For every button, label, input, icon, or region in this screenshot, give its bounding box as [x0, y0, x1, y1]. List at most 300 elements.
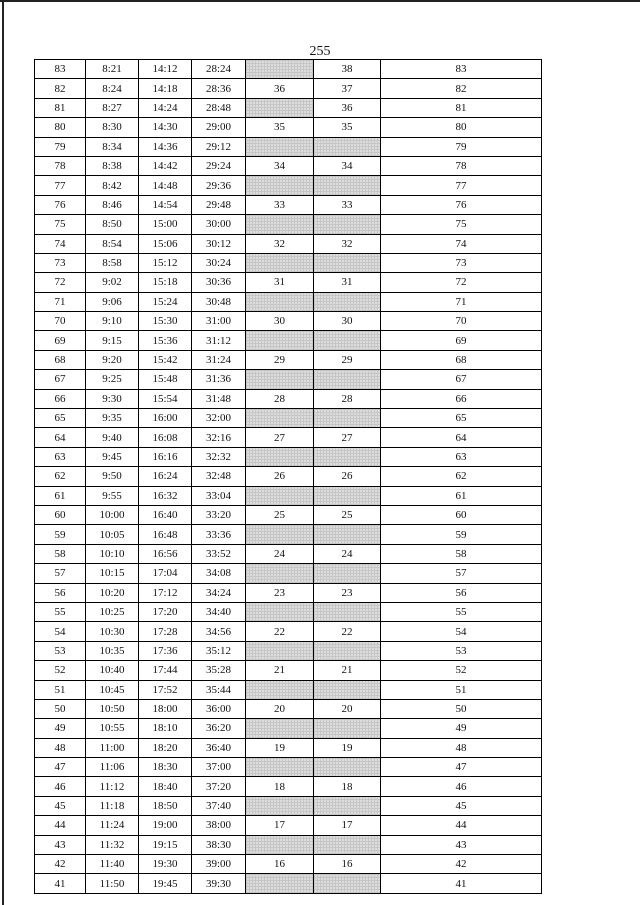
table-cell-c3: 16:56 — [139, 544, 192, 563]
table-cell-c2: 9:02 — [86, 273, 139, 292]
table-cell-c5 — [246, 292, 314, 311]
table-cell-c4: 34:56 — [192, 622, 246, 641]
table-cell-c5 — [246, 331, 314, 350]
table-cell-c2: 10:30 — [86, 622, 139, 641]
table-cell-c7: 46 — [381, 777, 542, 796]
table-cell-c5: 21 — [246, 661, 314, 680]
table-cell-c1: 61 — [35, 486, 86, 505]
table-cell-c5: 26 — [246, 467, 314, 486]
table-cell-c5 — [246, 176, 314, 195]
page-frame-left — [2, 0, 4, 905]
table-row — [35, 156, 542, 175]
table-cell-c5 — [246, 680, 314, 699]
table-cell-c2: 8:24 — [86, 79, 139, 98]
table-cell-c6 — [314, 409, 381, 428]
table-cell-c6: 35 — [314, 118, 381, 137]
table-cell-c1: 82 — [35, 79, 86, 98]
table-cell-c2: 10:15 — [86, 564, 139, 583]
table-cell-c2: 10:35 — [86, 641, 139, 660]
table-row — [35, 699, 542, 718]
table-cell-c7: 70 — [381, 312, 542, 331]
table-cell-c4: 34:08 — [192, 564, 246, 583]
table-cell-c7: 61 — [381, 486, 542, 505]
table-cell-c3: 16:08 — [139, 428, 192, 447]
table-cell-c2: 8:58 — [86, 253, 139, 272]
table-cell-c1: 46 — [35, 777, 86, 796]
table-cell-c2: 9:35 — [86, 409, 139, 428]
table-cell-c2: 10:20 — [86, 583, 139, 602]
table-cell-c1: 76 — [35, 195, 86, 214]
table-cell-c6: 37 — [314, 79, 381, 98]
table-cell-c6 — [314, 253, 381, 272]
table-row — [35, 60, 542, 79]
table-cell-c1: 50 — [35, 699, 86, 718]
table-cell-c2: 9:40 — [86, 428, 139, 447]
table-cell-c3: 17:20 — [139, 602, 192, 621]
table-cell-c6: 31 — [314, 273, 381, 292]
table-cell-c3: 19:30 — [139, 855, 192, 874]
table-cell-c1: 64 — [35, 428, 86, 447]
page-frame-top — [0, 0, 640, 2]
table-cell-c6 — [314, 758, 381, 777]
table-cell-c6 — [314, 564, 381, 583]
table-cell-c7: 69 — [381, 331, 542, 350]
table-cell-c1: 77 — [35, 176, 86, 195]
table-cell-c4: 31:00 — [192, 312, 246, 331]
table-cell-c5: 24 — [246, 544, 314, 563]
table-row — [35, 525, 542, 544]
table-cell-c6 — [314, 486, 381, 505]
table-cell-c1: 75 — [35, 215, 86, 234]
table-cell-c3: 17:44 — [139, 661, 192, 680]
table-cell-c6 — [314, 602, 381, 621]
table-cell-c7: 78 — [381, 156, 542, 175]
table-cell-c5: 33 — [246, 195, 314, 214]
table-cell-c7: 62 — [381, 467, 542, 486]
table-cell-c7: 53 — [381, 641, 542, 660]
table-row — [35, 855, 542, 874]
table-cell-c1: 81 — [35, 98, 86, 117]
table-cell-c1: 65 — [35, 409, 86, 428]
table-cell-c1: 54 — [35, 622, 86, 641]
table-row — [35, 312, 542, 331]
table-cell-c3: 18:20 — [139, 738, 192, 757]
table-cell-c6 — [314, 796, 381, 815]
table-cell-c4: 30:36 — [192, 273, 246, 292]
table-cell-c2: 9:20 — [86, 350, 139, 369]
table-cell-c7: 66 — [381, 389, 542, 408]
table-cell-c3: 14:36 — [139, 137, 192, 156]
table-cell-c4: 37:20 — [192, 777, 246, 796]
table-cell-c3: 15:30 — [139, 312, 192, 331]
table-cell-c3: 18:30 — [139, 758, 192, 777]
table-row — [35, 680, 542, 699]
table-cell-c7: 49 — [381, 719, 542, 738]
table-cell-c2: 11:24 — [86, 816, 139, 835]
table-cell-c3: 15:06 — [139, 234, 192, 253]
table-cell-c3: 15:24 — [139, 292, 192, 311]
table-row — [35, 796, 542, 815]
table-cell-c4: 31:12 — [192, 331, 246, 350]
table-cell-c6: 26 — [314, 467, 381, 486]
table-cell-c5: 18 — [246, 777, 314, 796]
table-cell-c4: 34:40 — [192, 602, 246, 621]
table-cell-c2: 11:00 — [86, 738, 139, 757]
table-cell-c7: 55 — [381, 602, 542, 621]
table-cell-c4: 30:48 — [192, 292, 246, 311]
table-cell-c7: 59 — [381, 525, 542, 544]
table-cell-c6: 27 — [314, 428, 381, 447]
table-cell-c3: 15:48 — [139, 370, 192, 389]
table-cell-c4: 39:00 — [192, 855, 246, 874]
table-cell-c5 — [246, 253, 314, 272]
table-cell-c3: 15:12 — [139, 253, 192, 272]
table-cell-c5: 19 — [246, 738, 314, 757]
table-cell-c4: 35:28 — [192, 661, 246, 680]
table-cell-c6: 33 — [314, 195, 381, 214]
table-row — [35, 273, 542, 292]
table-cell-c6: 24 — [314, 544, 381, 563]
table-cell-c5 — [246, 602, 314, 621]
table-cell-c1: 74 — [35, 234, 86, 253]
table-cell-c4: 30:12 — [192, 234, 246, 253]
table-cell-c4: 33:36 — [192, 525, 246, 544]
table-cell-c6 — [314, 874, 381, 893]
table-cell-c6 — [314, 292, 381, 311]
table-cell-c4: 28:24 — [192, 60, 246, 79]
table-cell-c6 — [314, 215, 381, 234]
table-cell-c2: 8:38 — [86, 156, 139, 175]
table-cell-c6 — [314, 680, 381, 699]
table-cell-c3: 18:10 — [139, 719, 192, 738]
table-cell-c4: 32:48 — [192, 467, 246, 486]
table-cell-c7: 64 — [381, 428, 542, 447]
table-cell-c2: 9:30 — [86, 389, 139, 408]
table-cell-c7: 43 — [381, 835, 542, 854]
table-cell-c1: 63 — [35, 447, 86, 466]
table-cell-c7: 56 — [381, 583, 542, 602]
table-cell-c4: 29:36 — [192, 176, 246, 195]
table-cell-c4: 31:48 — [192, 389, 246, 408]
table-cell-c5: 27 — [246, 428, 314, 447]
table-cell-c7: 79 — [381, 137, 542, 156]
table-cell-c2: 10:55 — [86, 719, 139, 738]
table-cell-c4: 30:00 — [192, 215, 246, 234]
table-cell-c5 — [246, 370, 314, 389]
score-table — [34, 59, 542, 894]
table-row — [35, 641, 542, 660]
table-cell-c6: 21 — [314, 661, 381, 680]
table-cell-c2: 9:55 — [86, 486, 139, 505]
table-cell-c2: 8:46 — [86, 195, 139, 214]
table-cell-c7: 67 — [381, 370, 542, 389]
table-cell-c6 — [314, 137, 381, 156]
table-cell-c1: 59 — [35, 525, 86, 544]
table-cell-c4: 31:36 — [192, 370, 246, 389]
table-cell-c5: 25 — [246, 505, 314, 524]
table-cell-c6: 23 — [314, 583, 381, 602]
table-cell-c7: 54 — [381, 622, 542, 641]
table-row — [35, 719, 542, 738]
table-cell-c5 — [246, 758, 314, 777]
table-cell-c5: 36 — [246, 79, 314, 98]
table-cell-c2: 8:30 — [86, 118, 139, 137]
table-row — [35, 486, 542, 505]
table-cell-c7: 57 — [381, 564, 542, 583]
table-cell-c7: 48 — [381, 738, 542, 757]
table-cell-c1: 70 — [35, 312, 86, 331]
table-cell-c3: 18:40 — [139, 777, 192, 796]
table-cell-c1: 66 — [35, 389, 86, 408]
table-cell-c6: 18 — [314, 777, 381, 796]
table-cell-c2: 8:34 — [86, 137, 139, 156]
table-cell-c7: 75 — [381, 215, 542, 234]
table-cell-c2: 11:50 — [86, 874, 139, 893]
table-cell-c1: 73 — [35, 253, 86, 272]
table-cell-c3: 14:18 — [139, 79, 192, 98]
table-cell-c4: 37:40 — [192, 796, 246, 815]
table-cell-c2: 11:18 — [86, 796, 139, 815]
table-cell-c3: 16:24 — [139, 467, 192, 486]
table-cell-c6 — [314, 176, 381, 195]
table-cell-c4: 33:20 — [192, 505, 246, 524]
table-cell-c3: 19:45 — [139, 874, 192, 893]
table-cell-c2: 10:00 — [86, 505, 139, 524]
table-cell-c6: 20 — [314, 699, 381, 718]
table-cell-c1: 67 — [35, 370, 86, 389]
table-cell-c4: 30:24 — [192, 253, 246, 272]
table-cell-c2: 11:40 — [86, 855, 139, 874]
table-cell-c7: 72 — [381, 273, 542, 292]
table-cell-c4: 38:00 — [192, 816, 246, 835]
table-row — [35, 758, 542, 777]
table-cell-c3: 17:52 — [139, 680, 192, 699]
table-row — [35, 409, 542, 428]
table-cell-c3: 15:42 — [139, 350, 192, 369]
table-cell-c1: 78 — [35, 156, 86, 175]
table-cell-c7: 71 — [381, 292, 542, 311]
table-cell-c7: 45 — [381, 796, 542, 815]
table-cell-c1: 62 — [35, 467, 86, 486]
page-number: 255 — [309, 44, 331, 59]
table-cell-c2: 8:54 — [86, 234, 139, 253]
table-cell-c3: 15:00 — [139, 215, 192, 234]
table-cell-c5 — [246, 215, 314, 234]
table-row — [35, 583, 542, 602]
table-row — [35, 234, 542, 253]
table-cell-c2: 8:42 — [86, 176, 139, 195]
table-cell-c4: 38:30 — [192, 835, 246, 854]
table-row — [35, 602, 542, 621]
table-cell-c7: 68 — [381, 350, 542, 369]
table-cell-c2: 8:50 — [86, 215, 139, 234]
table-row — [35, 137, 542, 156]
table-cell-c3: 19:15 — [139, 835, 192, 854]
table-row — [35, 874, 542, 893]
table-cell-c5: 35 — [246, 118, 314, 137]
table-cell-c7: 76 — [381, 195, 542, 214]
table-cell-c7: 47 — [381, 758, 542, 777]
table-cell-c1: 48 — [35, 738, 86, 757]
table-cell-c2: 10:10 — [86, 544, 139, 563]
table-cell-c1: 52 — [35, 661, 86, 680]
table-cell-c4: 29:00 — [192, 118, 246, 137]
table-row — [35, 544, 542, 563]
table-cell-c1: 47 — [35, 758, 86, 777]
table-cell-c6: 25 — [314, 505, 381, 524]
table-cell-c3: 14:54 — [139, 195, 192, 214]
table-cell-c3: 16:16 — [139, 447, 192, 466]
table-cell-c3: 14:30 — [139, 118, 192, 137]
table-cell-c7: 52 — [381, 661, 542, 680]
table-cell-c3: 16:48 — [139, 525, 192, 544]
table-row — [35, 738, 542, 757]
table-cell-c1: 80 — [35, 118, 86, 137]
table-cell-c6: 38 — [314, 60, 381, 79]
table-row — [35, 292, 542, 311]
table-cell-c2: 10:40 — [86, 661, 139, 680]
table-cell-c7: 50 — [381, 699, 542, 718]
table-cell-c6: 34 — [314, 156, 381, 175]
table-cell-c5 — [246, 874, 314, 893]
table-cell-c5 — [246, 641, 314, 660]
table-cell-c4: 36:20 — [192, 719, 246, 738]
table-cell-c4: 32:00 — [192, 409, 246, 428]
table-cell-c5: 34 — [246, 156, 314, 175]
table-cell-c1: 60 — [35, 505, 86, 524]
table-cell-c5 — [246, 60, 314, 79]
table-cell-c6: 29 — [314, 350, 381, 369]
table-cell-c1: 71 — [35, 292, 86, 311]
table-cell-c3: 17:36 — [139, 641, 192, 660]
table-cell-c4: 36:00 — [192, 699, 246, 718]
table-cell-c7: 51 — [381, 680, 542, 699]
table-cell-c7: 41 — [381, 874, 542, 893]
table-cell-c1: 68 — [35, 350, 86, 369]
table-cell-c3: 16:32 — [139, 486, 192, 505]
table-cell-c3: 17:28 — [139, 622, 192, 641]
table-cell-c5: 32 — [246, 234, 314, 253]
table-row — [35, 118, 542, 137]
table-cell-c3: 15:18 — [139, 273, 192, 292]
table-cell-c6: 17 — [314, 816, 381, 835]
table-cell-c1: 72 — [35, 273, 86, 292]
table-row — [35, 370, 542, 389]
table-cell-c2: 9:50 — [86, 467, 139, 486]
table-cell-c1: 55 — [35, 602, 86, 621]
table-cell-c3: 19:00 — [139, 816, 192, 835]
table-cell-c1: 53 — [35, 641, 86, 660]
table-row — [35, 176, 542, 195]
table-row — [35, 661, 542, 680]
table-cell-c1: 51 — [35, 680, 86, 699]
table-row — [35, 253, 542, 272]
table-cell-c4: 29:48 — [192, 195, 246, 214]
table-row — [35, 835, 542, 854]
table-row — [35, 331, 542, 350]
table-cell-c3: 16:40 — [139, 505, 192, 524]
table-cell-c7: 44 — [381, 816, 542, 835]
table-cell-c6: 30 — [314, 312, 381, 331]
table-cell-c4: 35:12 — [192, 641, 246, 660]
table-cell-c5: 22 — [246, 622, 314, 641]
table-cell-c5 — [246, 719, 314, 738]
table-row — [35, 564, 542, 583]
table-cell-c1: 41 — [35, 874, 86, 893]
table-cell-c6 — [314, 835, 381, 854]
table-row — [35, 467, 542, 486]
table-row — [35, 622, 542, 641]
table-cell-c6: 36 — [314, 98, 381, 117]
table-cell-c4: 33:52 — [192, 544, 246, 563]
table-cell-c6 — [314, 719, 381, 738]
table-cell-c5: 29 — [246, 350, 314, 369]
table-cell-c2: 9:45 — [86, 447, 139, 466]
table-cell-c7: 58 — [381, 544, 542, 563]
table-cell-c2: 11:12 — [86, 777, 139, 796]
table-row — [35, 816, 542, 835]
table-cell-c3: 14:48 — [139, 176, 192, 195]
table-row — [35, 505, 542, 524]
table-cell-c2: 8:21 — [86, 60, 139, 79]
table-cell-c1: 56 — [35, 583, 86, 602]
table-cell-c3: 18:00 — [139, 699, 192, 718]
table-cell-c7: 63 — [381, 447, 542, 466]
table-cell-c4: 36:40 — [192, 738, 246, 757]
table-cell-c2: 11:32 — [86, 835, 139, 854]
table-body — [35, 60, 542, 894]
table-cell-c3: 17:12 — [139, 583, 192, 602]
table-cell-c6 — [314, 331, 381, 350]
table-cell-c2: 8:27 — [86, 98, 139, 117]
table-cell-c2: 9:25 — [86, 370, 139, 389]
table-cell-c1: 79 — [35, 137, 86, 156]
table-cell-c6 — [314, 641, 381, 660]
table-cell-c4: 28:36 — [192, 79, 246, 98]
table-cell-c2: 10:50 — [86, 699, 139, 718]
table-cell-c4: 29:24 — [192, 156, 246, 175]
table-cell-c1: 42 — [35, 855, 86, 874]
table-cell-c5 — [246, 796, 314, 815]
table-cell-c7: 60 — [381, 505, 542, 524]
table-cell-c7: 65 — [381, 409, 542, 428]
table-row — [35, 777, 542, 796]
table-cell-c5: 16 — [246, 855, 314, 874]
table-cell-c3: 14:42 — [139, 156, 192, 175]
table-cell-c5: 30 — [246, 312, 314, 331]
table-cell-c2: 11:06 — [86, 758, 139, 777]
table-cell-c5 — [246, 835, 314, 854]
table-cell-c4: 31:24 — [192, 350, 246, 369]
table-cell-c2: 10:05 — [86, 525, 139, 544]
table-cell-c1: 49 — [35, 719, 86, 738]
table-cell-c2: 9:06 — [86, 292, 139, 311]
table-cell-c6: 22 — [314, 622, 381, 641]
table-cell-c4: 37:00 — [192, 758, 246, 777]
table-cell-c3: 17:04 — [139, 564, 192, 583]
table-cell-c5 — [246, 525, 314, 544]
table-cell-c5: 23 — [246, 583, 314, 602]
table-row — [35, 98, 542, 117]
table-cell-c6 — [314, 370, 381, 389]
table-cell-c7: 80 — [381, 118, 542, 137]
table-cell-c6: 28 — [314, 389, 381, 408]
table-cell-c5: 17 — [246, 816, 314, 835]
table-cell-c7: 83 — [381, 60, 542, 79]
table-cell-c6: 16 — [314, 855, 381, 874]
table-row — [35, 215, 542, 234]
table-row — [35, 389, 542, 408]
